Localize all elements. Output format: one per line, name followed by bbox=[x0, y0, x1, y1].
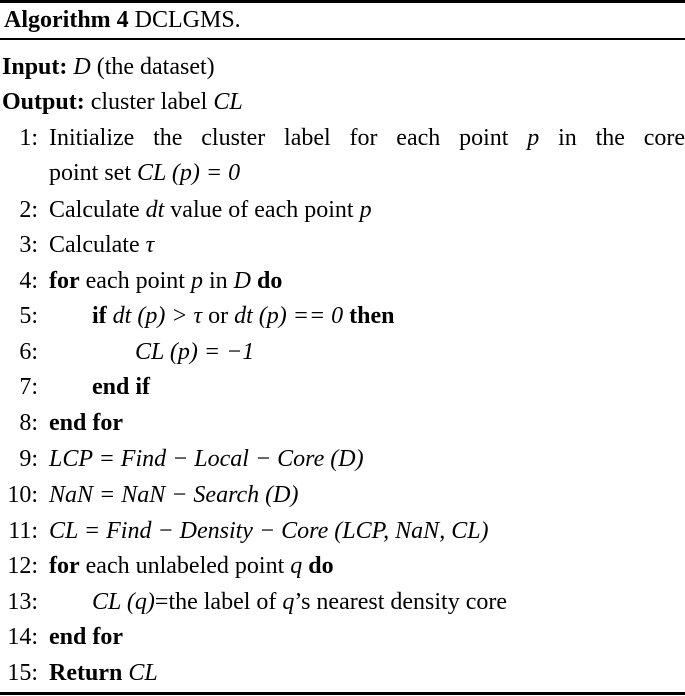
step-keyword: for bbox=[49, 553, 80, 579]
caption-label: Algorithm 4 bbox=[4, 7, 129, 33]
step-text bbox=[92, 585, 507, 619]
step-text-part: in the core bbox=[558, 125, 685, 151]
step-math: dt bbox=[145, 197, 165, 223]
output-var: CL bbox=[213, 89, 243, 115]
step-number: 6: bbox=[19, 339, 38, 365]
step-text bbox=[49, 656, 158, 690]
step-math: dt (p) == 0 bbox=[234, 303, 344, 329]
input-line bbox=[2, 50, 215, 84]
step-number: 8: bbox=[19, 410, 38, 436]
step-text bbox=[49, 121, 685, 155]
step-keyword: do bbox=[256, 268, 283, 294]
step-number: 13: bbox=[7, 589, 38, 615]
step-number: 12: bbox=[7, 553, 38, 579]
step-text bbox=[49, 193, 372, 227]
step-text-part: each point bbox=[85, 268, 185, 294]
step-math: q bbox=[282, 589, 295, 615]
step-number: 14: bbox=[7, 624, 38, 650]
output-line bbox=[2, 85, 243, 119]
step-number: 7: bbox=[19, 374, 38, 400]
step-math: NaN = NaN − Search (D) bbox=[49, 482, 299, 508]
step-math: CL (p) = −1 bbox=[135, 339, 255, 365]
step-keyword: for bbox=[49, 268, 80, 294]
step-text bbox=[49, 264, 282, 298]
step-math: D bbox=[233, 268, 251, 294]
step-text bbox=[92, 299, 395, 333]
step-text-part: Calculate bbox=[49, 232, 140, 258]
step-text bbox=[49, 228, 154, 262]
step-math: dt (p) > τ bbox=[112, 303, 203, 329]
step-number: 2: bbox=[19, 197, 38, 223]
step-keyword: end for bbox=[49, 410, 123, 436]
caption-name: DCLGMS. bbox=[134, 7, 241, 33]
algorithm-caption bbox=[4, 3, 241, 37]
step-keyword: end if bbox=[92, 374, 151, 400]
step-math: p bbox=[359, 197, 372, 223]
step-number: 9: bbox=[19, 446, 38, 472]
input-desc: (the dataset) bbox=[96, 54, 215, 80]
step-text-part: point set bbox=[49, 160, 131, 186]
step-math: τ bbox=[145, 232, 155, 258]
step-text-part: =the label of bbox=[154, 589, 277, 615]
step-math: q bbox=[290, 553, 303, 579]
step-math: LCP = Find − Local − Core (D) bbox=[49, 446, 364, 472]
step-math: CL = Find − Density − Core (LCP, NaN, CL) bbox=[49, 518, 489, 544]
step-keyword: do bbox=[308, 553, 334, 579]
step-number: 15: bbox=[7, 660, 38, 686]
bottom-rule bbox=[0, 692, 685, 695]
step-text-part: ’s nearest density core bbox=[294, 589, 507, 615]
step-text-part: or bbox=[208, 303, 229, 329]
step-math: CL bbox=[128, 660, 158, 686]
input-var: D bbox=[73, 54, 91, 80]
step-number: 1: bbox=[19, 125, 38, 151]
input-label: Input: bbox=[2, 54, 68, 80]
step-text-part: Initialize the cluster label for each point bbox=[49, 125, 509, 151]
step-text bbox=[49, 549, 334, 583]
output-label: Output: bbox=[2, 89, 85, 115]
step-text bbox=[49, 156, 240, 190]
step-number: 11: bbox=[8, 518, 38, 544]
step-text-part: in bbox=[208, 268, 228, 294]
step-number: 4: bbox=[19, 268, 38, 294]
caption-rule bbox=[0, 38, 685, 40]
step-keyword: then bbox=[349, 303, 395, 329]
step-keyword: end for bbox=[49, 624, 123, 650]
step-text-part: value of each point bbox=[170, 197, 354, 223]
step-text-part: Calculate bbox=[49, 197, 140, 223]
step-keyword: if bbox=[92, 303, 107, 329]
step-keyword: Return bbox=[49, 660, 123, 686]
step-text-part: each unlabeled point bbox=[85, 553, 285, 579]
step-math: CL (q) bbox=[92, 589, 155, 615]
step-number: 3: bbox=[19, 232, 38, 258]
step-math: p bbox=[190, 268, 203, 294]
output-desc: cluster label bbox=[90, 89, 208, 115]
step-math: CL (p) = 0 bbox=[137, 160, 241, 186]
step-number: 10: bbox=[7, 482, 38, 508]
step-math: p bbox=[527, 125, 540, 151]
step-number: 5: bbox=[19, 303, 38, 329]
